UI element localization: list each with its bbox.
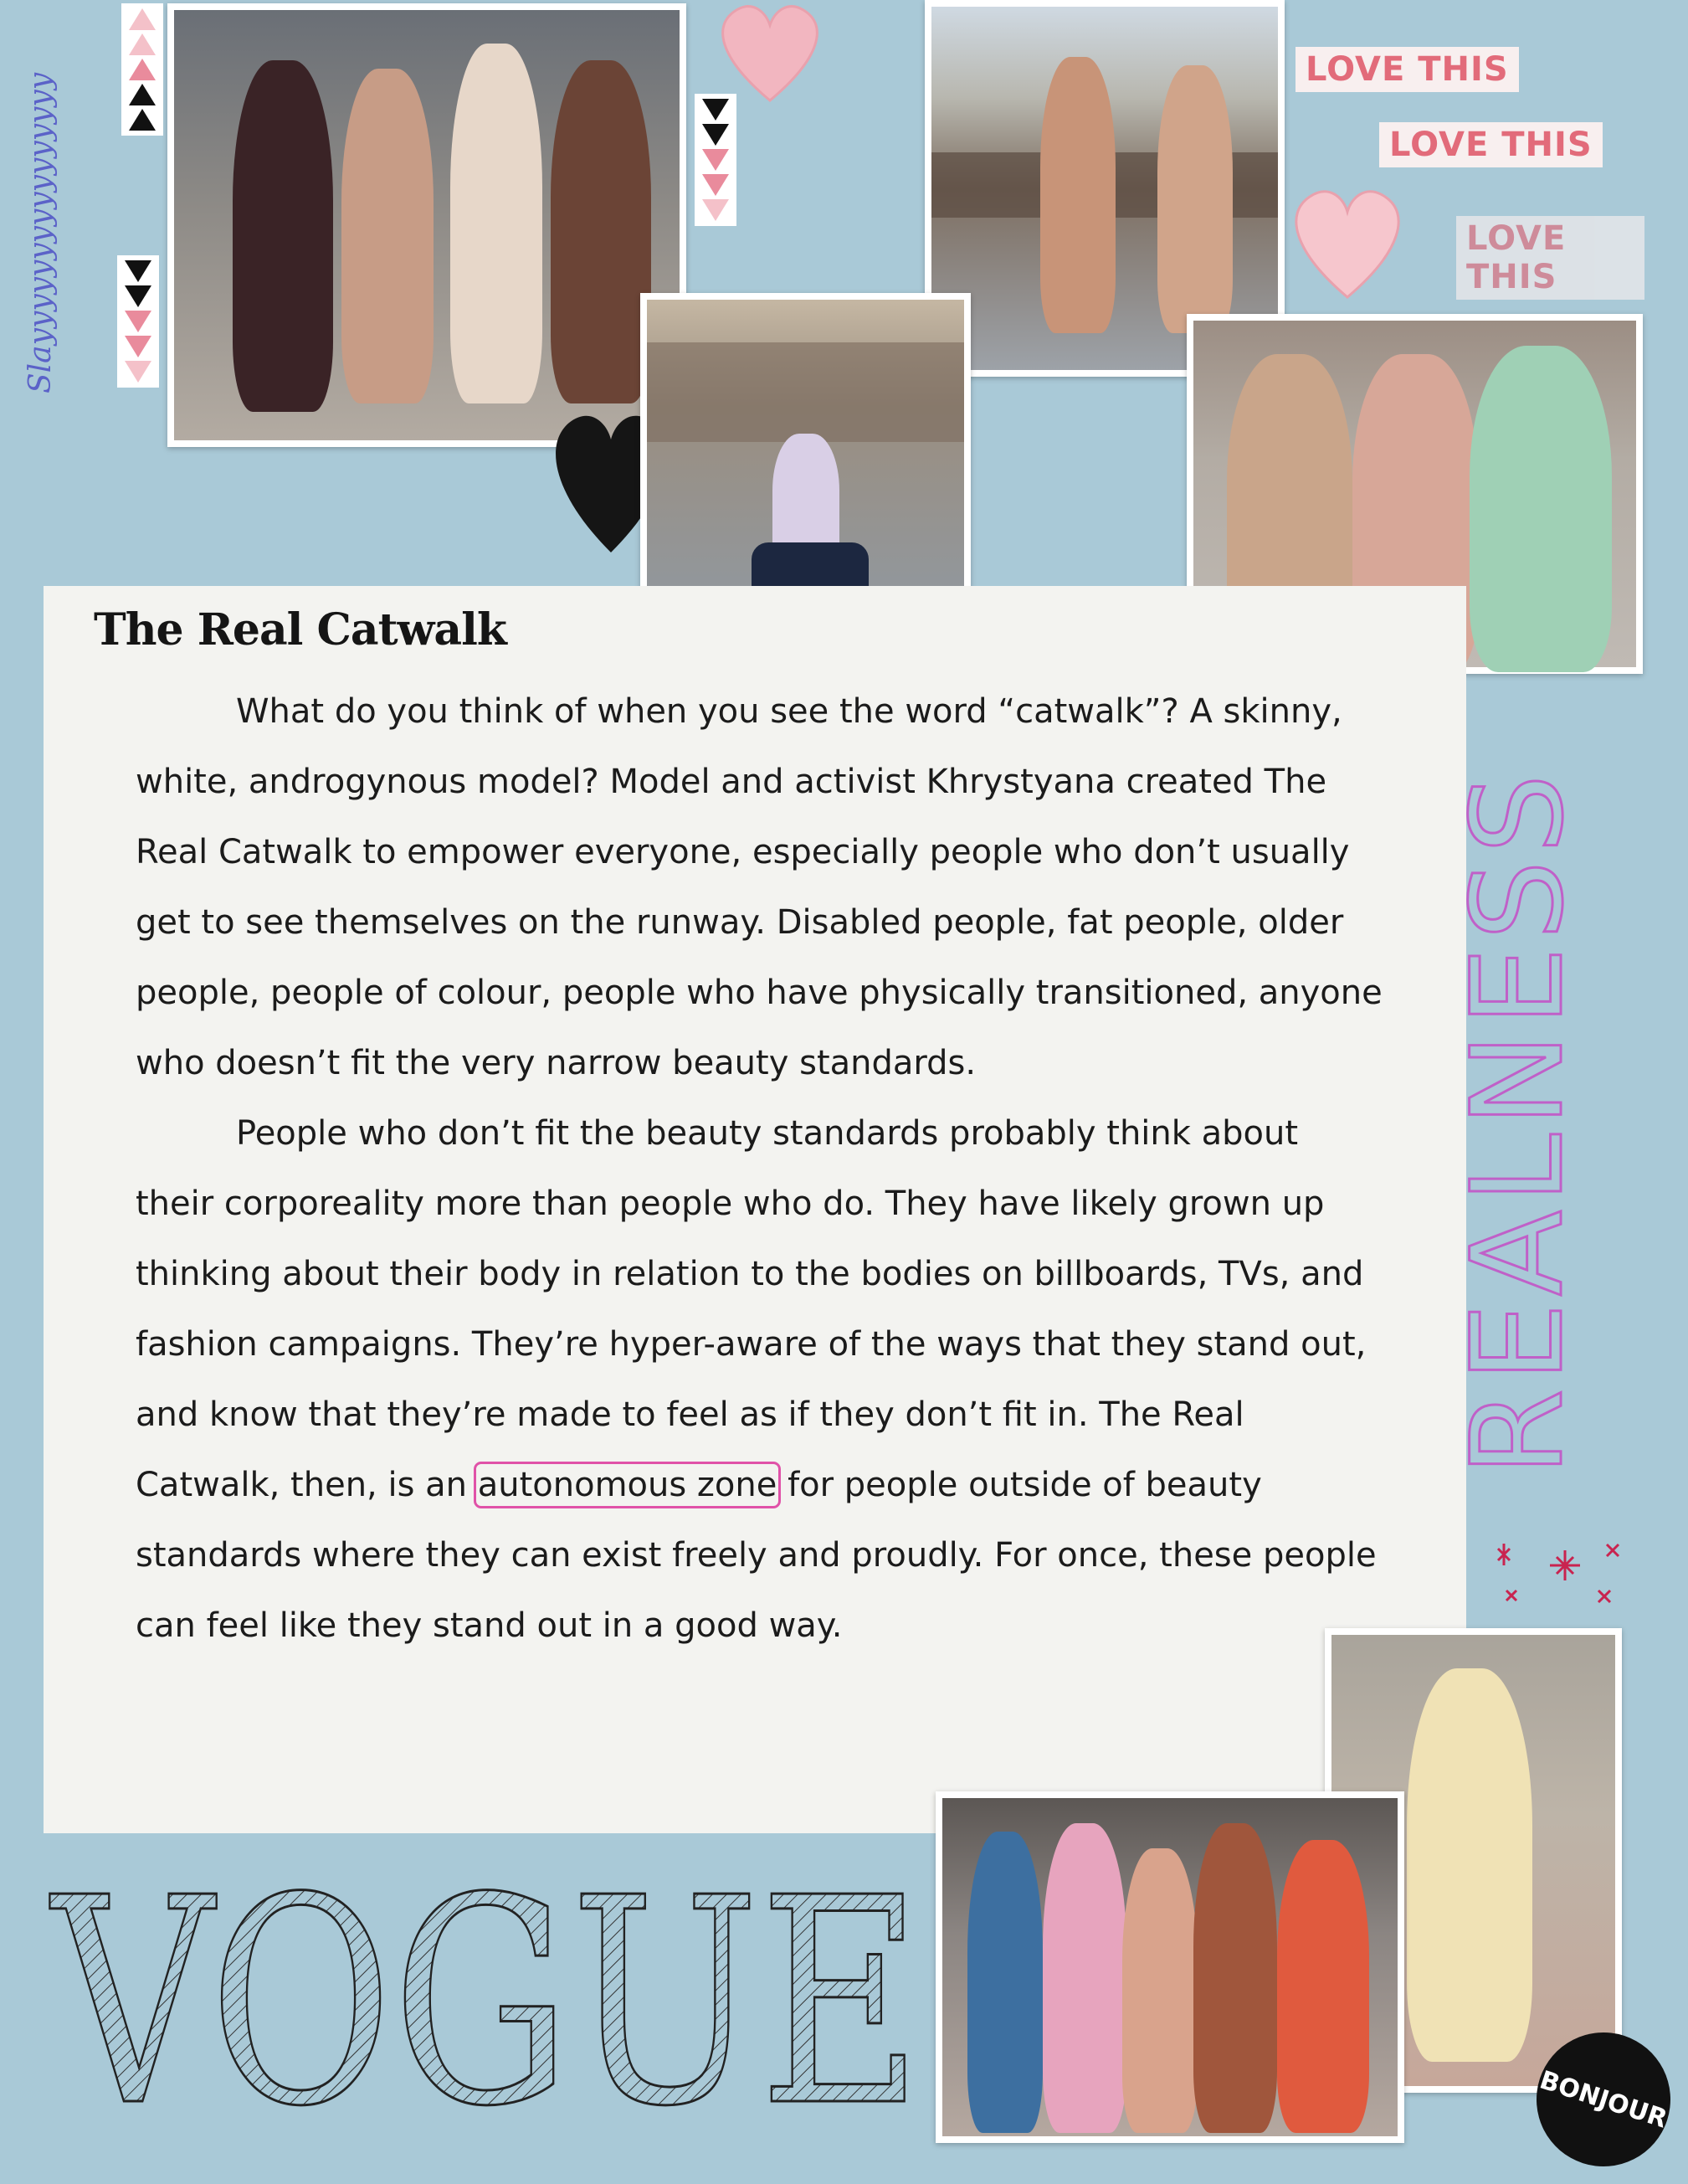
- sparkle-doodles: [1481, 1532, 1640, 1624]
- paragraph-1: [136, 676, 1383, 1098]
- photo-group: [936, 1791, 1404, 2143]
- highlighted-phrase: autonomous zone: [477, 1466, 777, 1504]
- realness-lettering: [1445, 703, 1640, 1540]
- svg-text:VOGUE: VOGUE: [48, 1837, 922, 2169]
- heart-icon: [711, 0, 829, 109]
- heart-icon-2: [1285, 180, 1410, 306]
- love-this-tag-3: LOVE THIS: [1456, 216, 1644, 300]
- paragraph-2-text-b: for people outside of beauty standards where they can exist freely and proudly. For once, these people can feel like they stand out in a good way.: [136, 1466, 1377, 1645]
- paragraph-2-text-a: People who don’t fit the beauty standards probably think about their corporeality more than people who do. They have likely grown up thinking about their body in relation to the bodies on billboards, TVs, and fashion campaigns. They’re hyper-aware of the ways that they stand out, and know that they’re made to feel as if they don’t fit in. The Real Catwalk, then, is an: [136, 1114, 1367, 1504]
- svg-text:REALNESS: REALNESS: [1445, 767, 1591, 1477]
- paragraph-1-text: What do you think of when you see the word “catwalk”? A skinny, white, androgynous model? Model and activist Khrystyana created The Real Catwalk to empower everyone, especially people who don’t usually get to see themselves on the runway. Disabled people, fat people, older people, people of colour, people who have physically transitioned, anyone who doesn’t fit the very narrow beauty standards.: [136, 692, 1383, 1082]
- bonjour-sticker: BONJOUR: [1519, 2015, 1688, 2184]
- photo-four-models: [167, 3, 686, 447]
- triangle-strip-top: [121, 3, 163, 136]
- article-body: [136, 676, 1383, 1661]
- article-title: The Real Catwalk: [94, 604, 506, 655]
- triangle-strip-middle: [695, 94, 736, 226]
- love-this-tag-2: LOVE THIS: [1379, 122, 1603, 167]
- slay-handwriting: Slayyyyyyyyyyyyyyyy: [23, 72, 58, 393]
- paragraph-2: [136, 1098, 1383, 1661]
- love-this-tag-1: LOVE THIS: [1296, 47, 1519, 92]
- vogue-lettering: [44, 1837, 931, 2169]
- triangle-strip-bottom: [117, 255, 159, 388]
